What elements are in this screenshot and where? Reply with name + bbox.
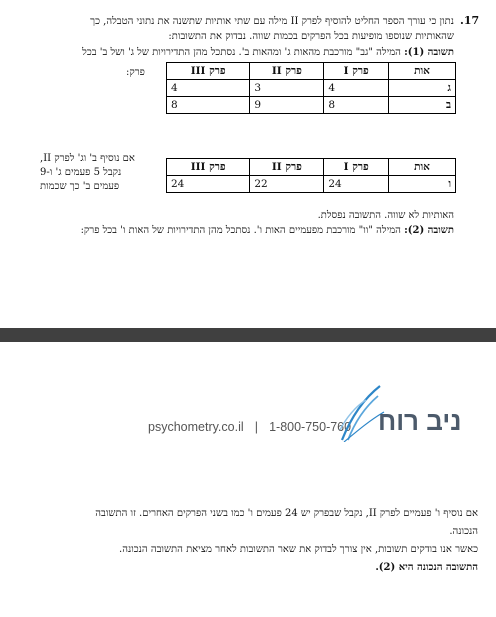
bottom-para1-line2: הנכונה.: [449, 526, 478, 537]
table-header-row: [167, 63, 456, 80]
answer1-side-note: פרק:: [126, 67, 145, 78]
logo-site: psychometry.co.il: [148, 420, 244, 434]
table-header-cell: פרק II: [250, 63, 324, 80]
logo-contact: [148, 416, 351, 435]
table-cell: 24: [167, 176, 250, 193]
question-text-line1: נתון כי עורך הספר החליט להוסיף לפרק II מילה עם שתי אותיות שתשנה את נתוני הטבלה, כך: [90, 16, 454, 27]
addition-note-line3: פעמים ב' כך שכמות: [40, 181, 120, 192]
letter-frequency-table-1: [166, 62, 456, 114]
table-row: [167, 97, 456, 114]
table-row-letter: ו: [389, 176, 456, 193]
answer2-label: תשובה (2):: [404, 225, 454, 236]
table-header-cell: פרק II: [250, 159, 324, 176]
answer1-label: תשובה (1):: [404, 47, 454, 58]
answer2-text: המילה "וו" מורכבת מפעמיים האות ו'. נסתכל מהן התדירויות של האות ו' בכל פרק:: [80, 225, 401, 236]
table-row-letter: ב: [389, 97, 456, 114]
addition-note-line2: נקבל 5 פעמים ג' ו-9: [40, 167, 122, 178]
table-header-row: [167, 159, 456, 176]
question-number: .17: [460, 14, 480, 27]
table-cell: 4: [324, 80, 389, 97]
table-cell: 4: [167, 80, 250, 97]
letter-frequency-table-2: [166, 158, 456, 193]
conclusion-1: האותיות לא שווה. התשובה נפסלת.: [317, 210, 454, 221]
logo-phone: 1-800-750-760: [269, 420, 352, 434]
final-answer: התשובה הנכונה היא (2).: [375, 562, 478, 573]
table-cell: 8: [324, 97, 389, 114]
table-header-cell: אות: [389, 63, 456, 80]
table-header-cell: פרק III: [167, 159, 250, 176]
page-divider: [0, 328, 496, 342]
table-cell: 9: [250, 97, 324, 114]
table-row-letter: ג: [389, 80, 456, 97]
table-cell: 22: [250, 176, 324, 193]
logo-brand: ניב רוח: [378, 406, 462, 436]
table-cell: 8: [167, 97, 250, 114]
table-header-cell: פרק I: [324, 159, 389, 176]
question-text-line2: שהאותיות שנוספו מופיעות בכל הפרקים בכמות שווה. נבדוק את התשובות:: [168, 31, 454, 42]
addition-note: [40, 152, 160, 194]
table-header-cell: פרק I: [324, 63, 389, 80]
table-row: [167, 80, 456, 97]
table-cell: 24: [324, 176, 389, 193]
table-cell: 3: [250, 80, 324, 97]
answer2-line: [81, 224, 454, 237]
table-header-cell: פרק III: [167, 63, 250, 80]
answer1-line: [82, 46, 454, 59]
answer1-text: המילה "גב" מורכבת מהאות ג' ומהאות ב'. נסתכל מהן התדירויות של ג' ושל ב' בכל: [82, 47, 401, 58]
table-header-cell: אות: [389, 159, 456, 176]
bottom-para1-line1: אם נוסיף ו' פעמיים לפרק II, נקבל שבפרק יש 24 פעמים ו' כמו בשני הפרקים האחרים. זו התשובה: [95, 508, 478, 519]
bottom-para2: כאשר אנו בודקים תשובות, אין צורך לבדוק את שאר התשובות לאחר מציאת התשובה הנכונה.: [119, 544, 478, 555]
table-row: [167, 176, 456, 193]
addition-note-line1: אם נוסיף ב' וג' לפרק II,: [40, 153, 135, 164]
logo-separator: |: [254, 420, 258, 434]
